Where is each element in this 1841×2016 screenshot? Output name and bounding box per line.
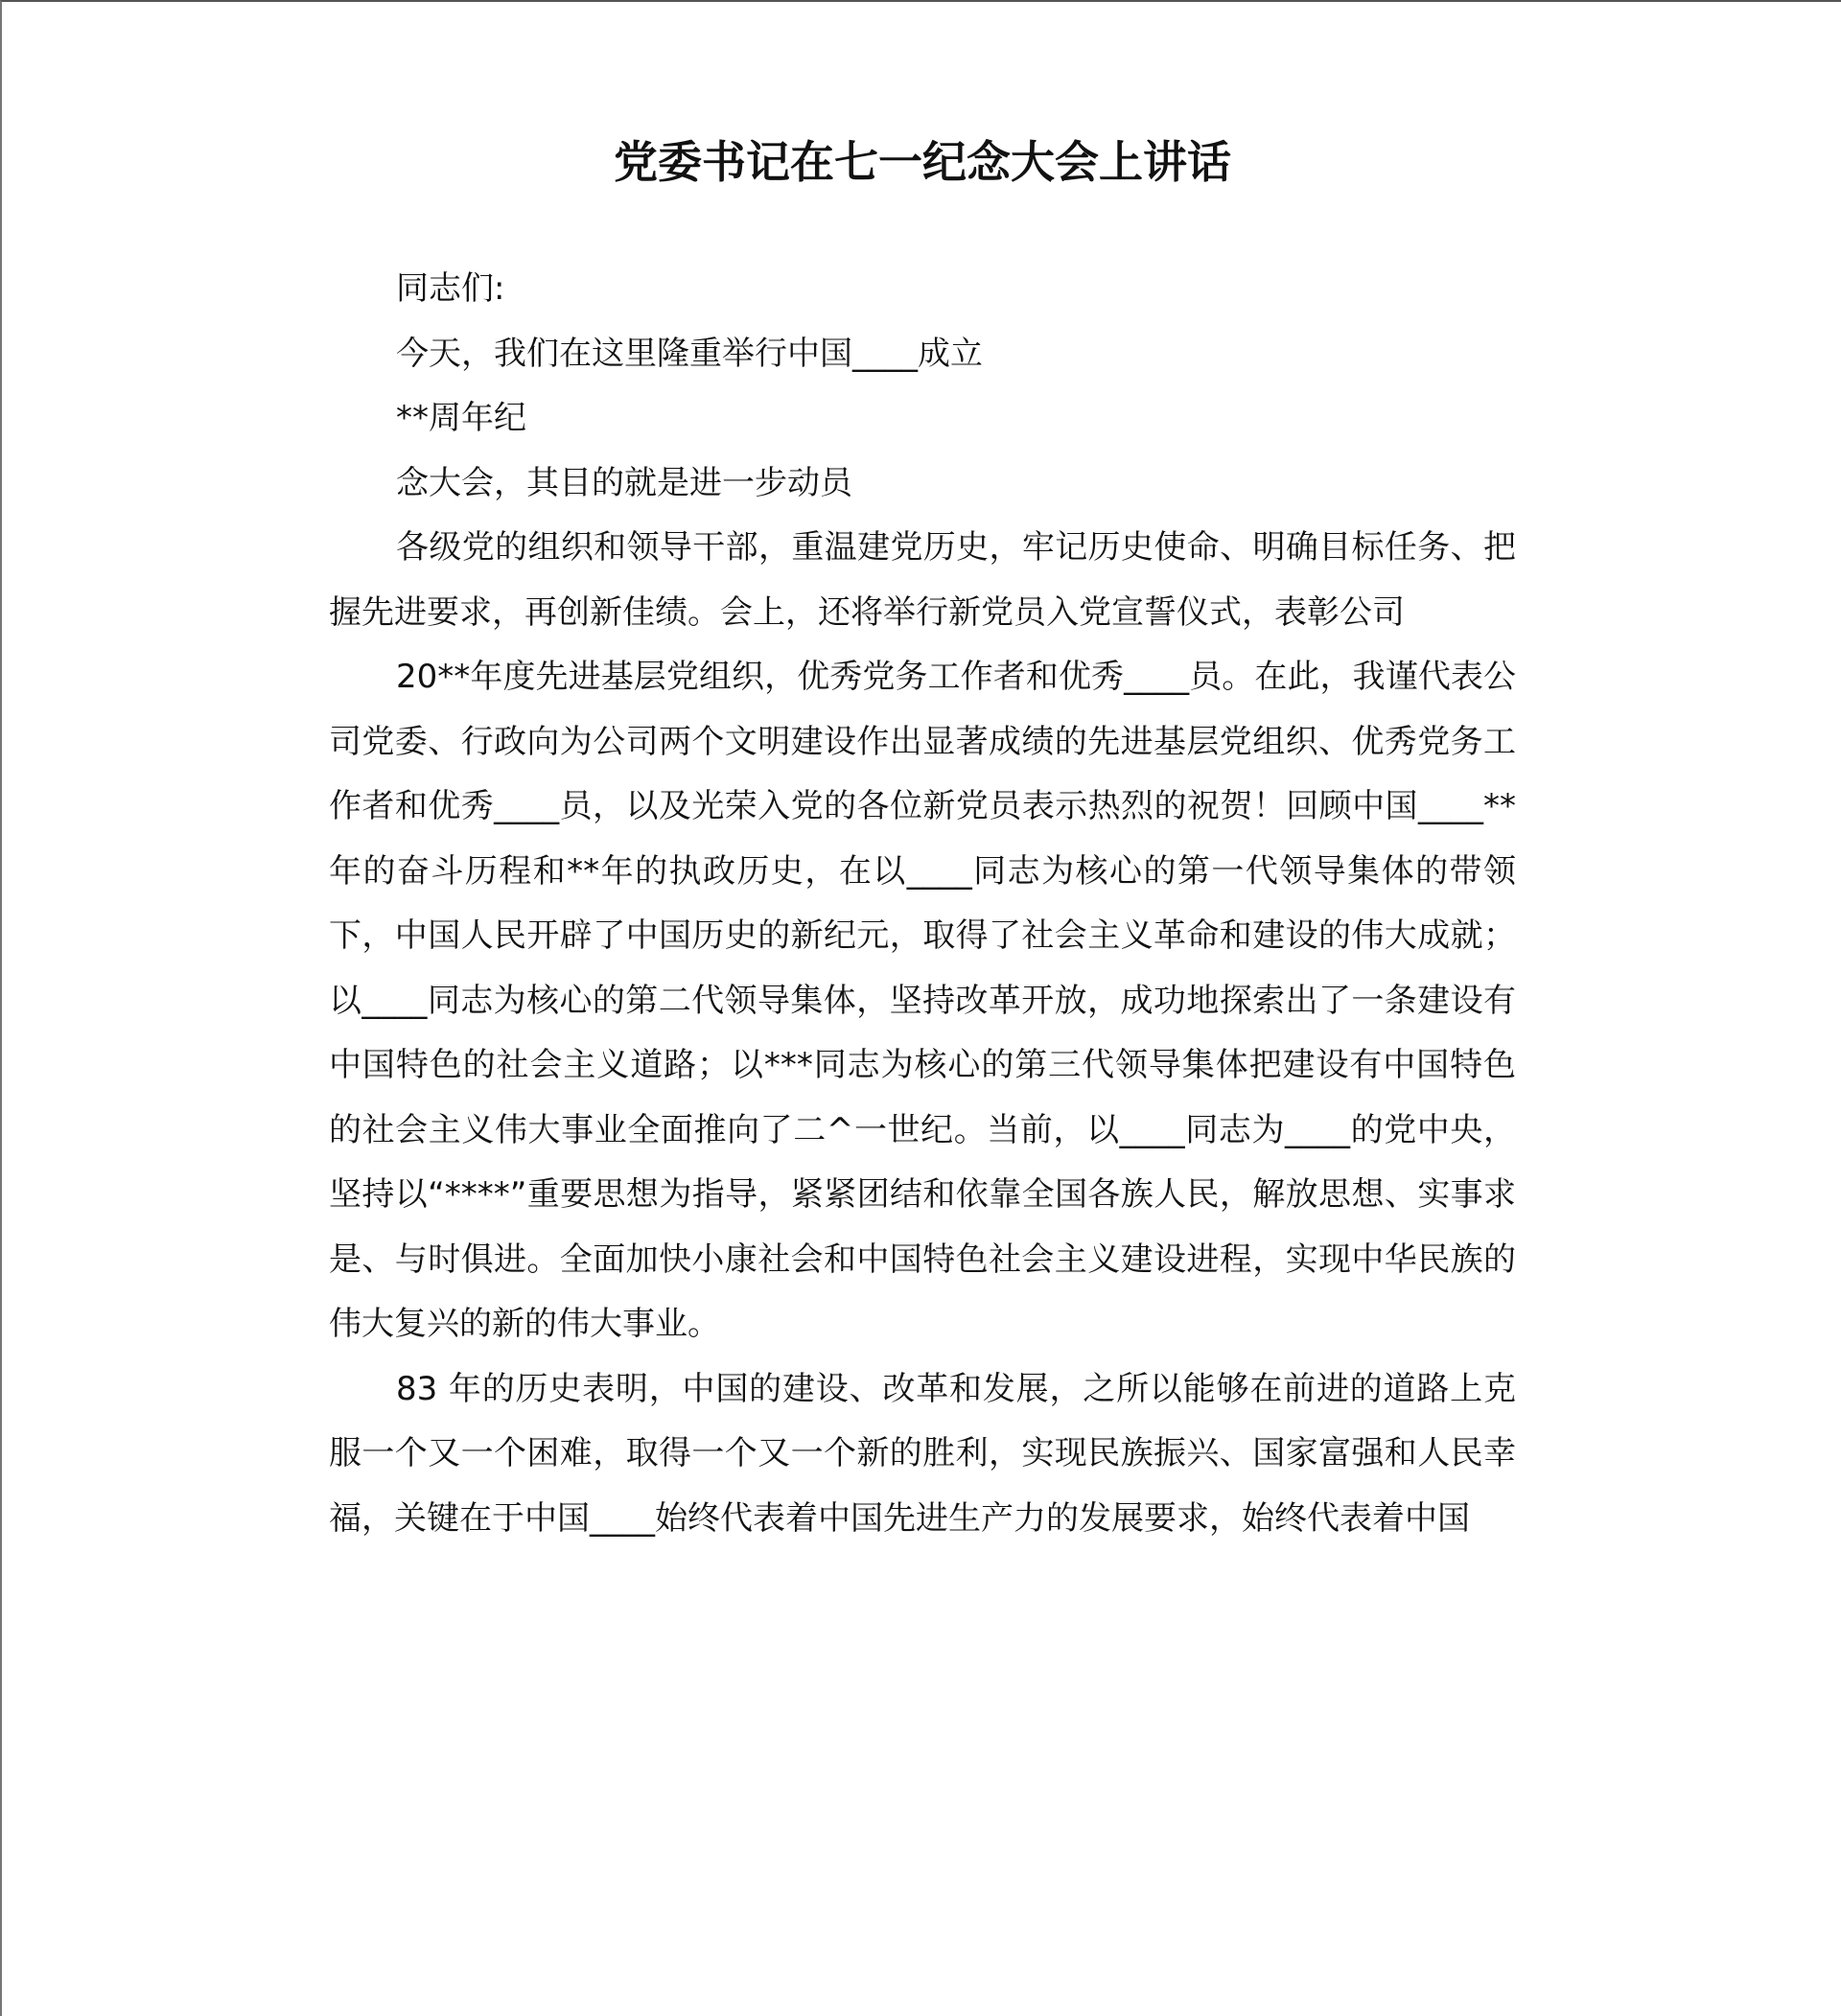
document-title: 党委书记在七一纪念大会上讲话 xyxy=(614,136,1231,188)
paragraph: **周年纪 xyxy=(396,399,526,437)
paragraph: 20**年度先进基层党组织，优秀党务工作者和优秀____员。在此，我谨代表公司党委、行政向为公司两个文明建设作出显著成绩的先进基层党组织、优秀党务工作者和优秀____员，以及光荣入党的各位新党员表示热烈的祝贺！回顾中国____**年的奋斗历程和**年的执政历史，在以____同志为核心的第一代领导集体的带领下，中国人民开辟了中国历史的新纪元，取得了社会主义革命和建设的伟大成就；以____同志为核心的第二代领导集体，坚持改革开放，成功地探索出了一条建设有中国特色的社会主义道路；以***同志为核心的第三代领导集体把建设有中国特色的社会主义伟大事业全面推向了二^一世纪。当前，以____同志为____的党中央，坚持以“****”重要思想为指导，紧紧团结和依靠全国各族人民，解放思想、实事求是、与时俱进。全面加快小康社会和中国特色社会主义建设进程，实现中华民族的伟大复兴的新的伟大事业。 xyxy=(329,658,1516,1343)
paragraph: 各级党的组织和领导干部，重温建党历史，牢记历史使命、明确目标任务、把握先进要求，再创新佳绩。会上，还将举行新党员入党宣誓仪式，表彰公司 xyxy=(329,528,1516,632)
paragraph: 今天，我们在这里隆重举行中国____成立 xyxy=(396,334,983,373)
paragraph: 83 年的历史表明，中国的建设、改革和发展，之所以能够在前进的道路上克服一个又一个困难，取得一个又一个新的胜利，实现民族振兴、国家富强和人民幸福，关键在于中国____始终代表着中国先进生产力的发展要求，始终代表着中国 xyxy=(329,1369,1516,1538)
paragraph: 念大会，其目的就是进一步动员 xyxy=(396,463,852,502)
paragraph: 同志们: xyxy=(396,269,505,308)
document-body xyxy=(329,257,1516,1551)
